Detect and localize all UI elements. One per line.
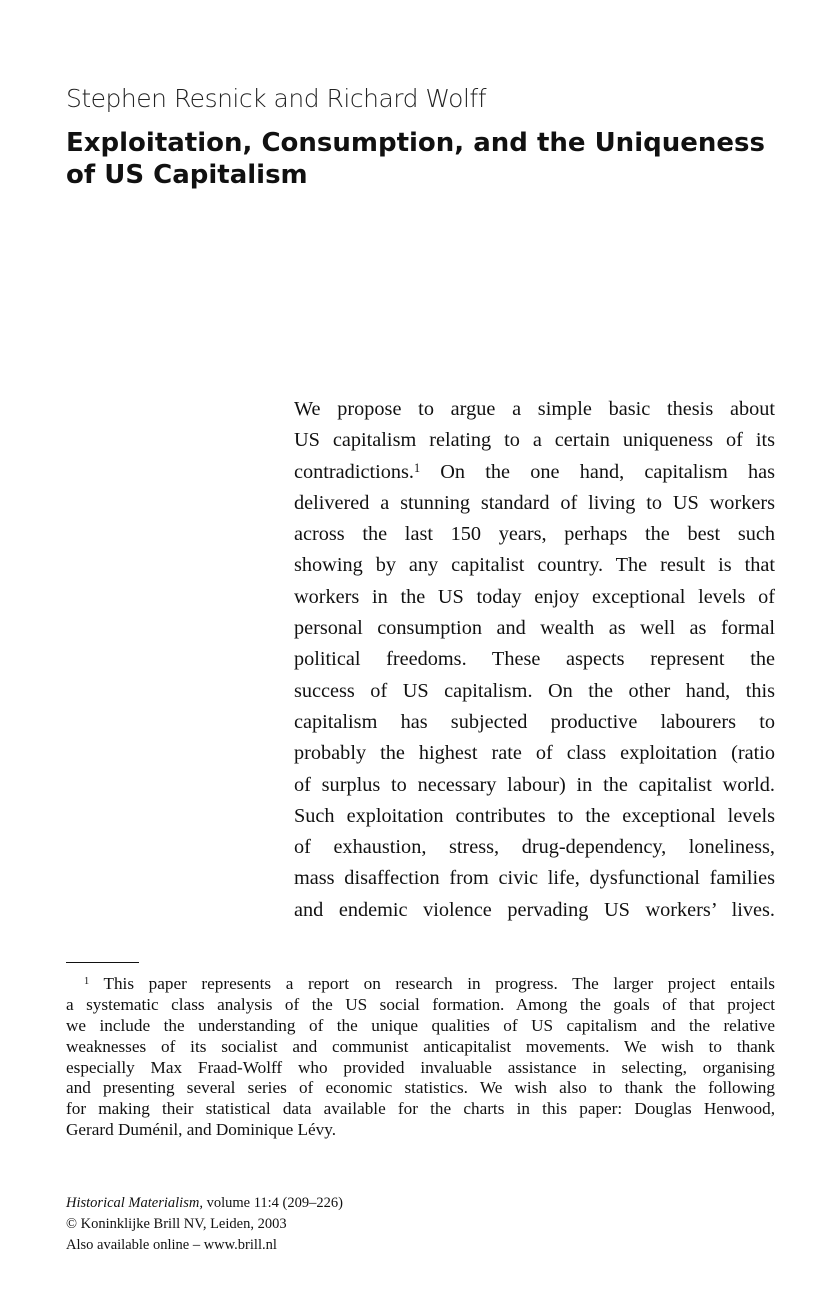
footnote-line [66,974,775,995]
footnote-line: weaknesses of its socialist and communist anticapitalist movements. We wish to thank [66,1036,775,1056]
abstract-line: across the last 150 years, perhaps the best such [294,523,775,546]
abstract-line: personal consumption and wealth as well as formal [294,617,775,640]
abstract-line: delivered a stunning standard of living to US workers [294,491,775,514]
footnote-line: especially Max Fraad-Wolff who provided invaluable assistance in selecting, organising [66,1057,775,1077]
article-title [66,127,786,191]
abstract-line: of exhaustion, stress, drug-dependency, loneliness, [294,836,775,859]
title-line-2: of US Capitalism [66,160,308,190]
footnote-line: we include the understanding of the unique qualities of US capitalism and the relative [66,1015,775,1035]
abstract-line: We propose to argue a simple basic thesis about [294,398,775,420]
abstract-line: probably the highest rate of class exploitation (ratio [294,742,775,765]
journal-name: Historical Materialism, [66,1195,203,1211]
footnote-line: for making their statistical data available for the charts in this paper: Douglas Henwood, [66,1099,775,1119]
journal-volume: volume 11:4 (209–226) [206,1195,343,1211]
journal-info [66,1193,343,1256]
footnote-line-text: This paper represents a report on research in progress. The larger project entails [103,974,775,993]
abstract-line: political freedoms. These aspects represent the [294,648,775,671]
abstract-line: mass disaffection from civic life, dysfunctional families [294,867,775,890]
footnote-marker: 1 [84,975,90,987]
footnote-line: a systematic class analysis of the US social formation. Among the goals of that project [66,994,775,1014]
abstract-line: US capitalism relating to a certain uniqueness of its [294,429,775,452]
abstract-line: success of US capitalism. On the other hand, this [294,679,775,702]
abstract-line: capitalism has subjected productive labourers to [294,710,775,733]
online-availability[interactable]: Also available online – www.brill.nl [66,1237,277,1253]
abstract-line: Such exploitation contributes to the exceptional levels [294,804,775,827]
footnote-line: Gerard Duménil, and Dominique Lévy. [66,1120,336,1140]
abstract-line: workers in the US today enjoy exceptional levels of [294,585,775,608]
abstract-line: showing by any capitalist country. The result is that [294,554,775,577]
footnote-divider [66,962,139,963]
abstract-line: and endemic violence pervading US workers’ lives. [294,898,775,921]
abstract-line-text: contradictions. [294,460,414,483]
copyright-notice: © Koninklijke Brill NV, Leiden, 2003 [66,1216,287,1232]
journal-citation [66,1193,343,1214]
abstract-line [294,457,775,488]
abstract-line-text: On the one hand, capitalism has [440,460,775,483]
footnote-reference[interactable]: 1 [413,460,421,475]
abstract [294,394,775,926]
abstract-line: of surplus to necessary labour) in the capitalist world. [294,773,775,796]
authors: Stephen Resnick and Richard Wolff [66,84,487,113]
footnote-line: and presenting several series of economic statistics. We wish also to thank the following [66,1078,775,1098]
title-line-1: Exploitation, Consumption, and the Uniqueness [66,128,765,158]
footnote [66,974,775,1141]
